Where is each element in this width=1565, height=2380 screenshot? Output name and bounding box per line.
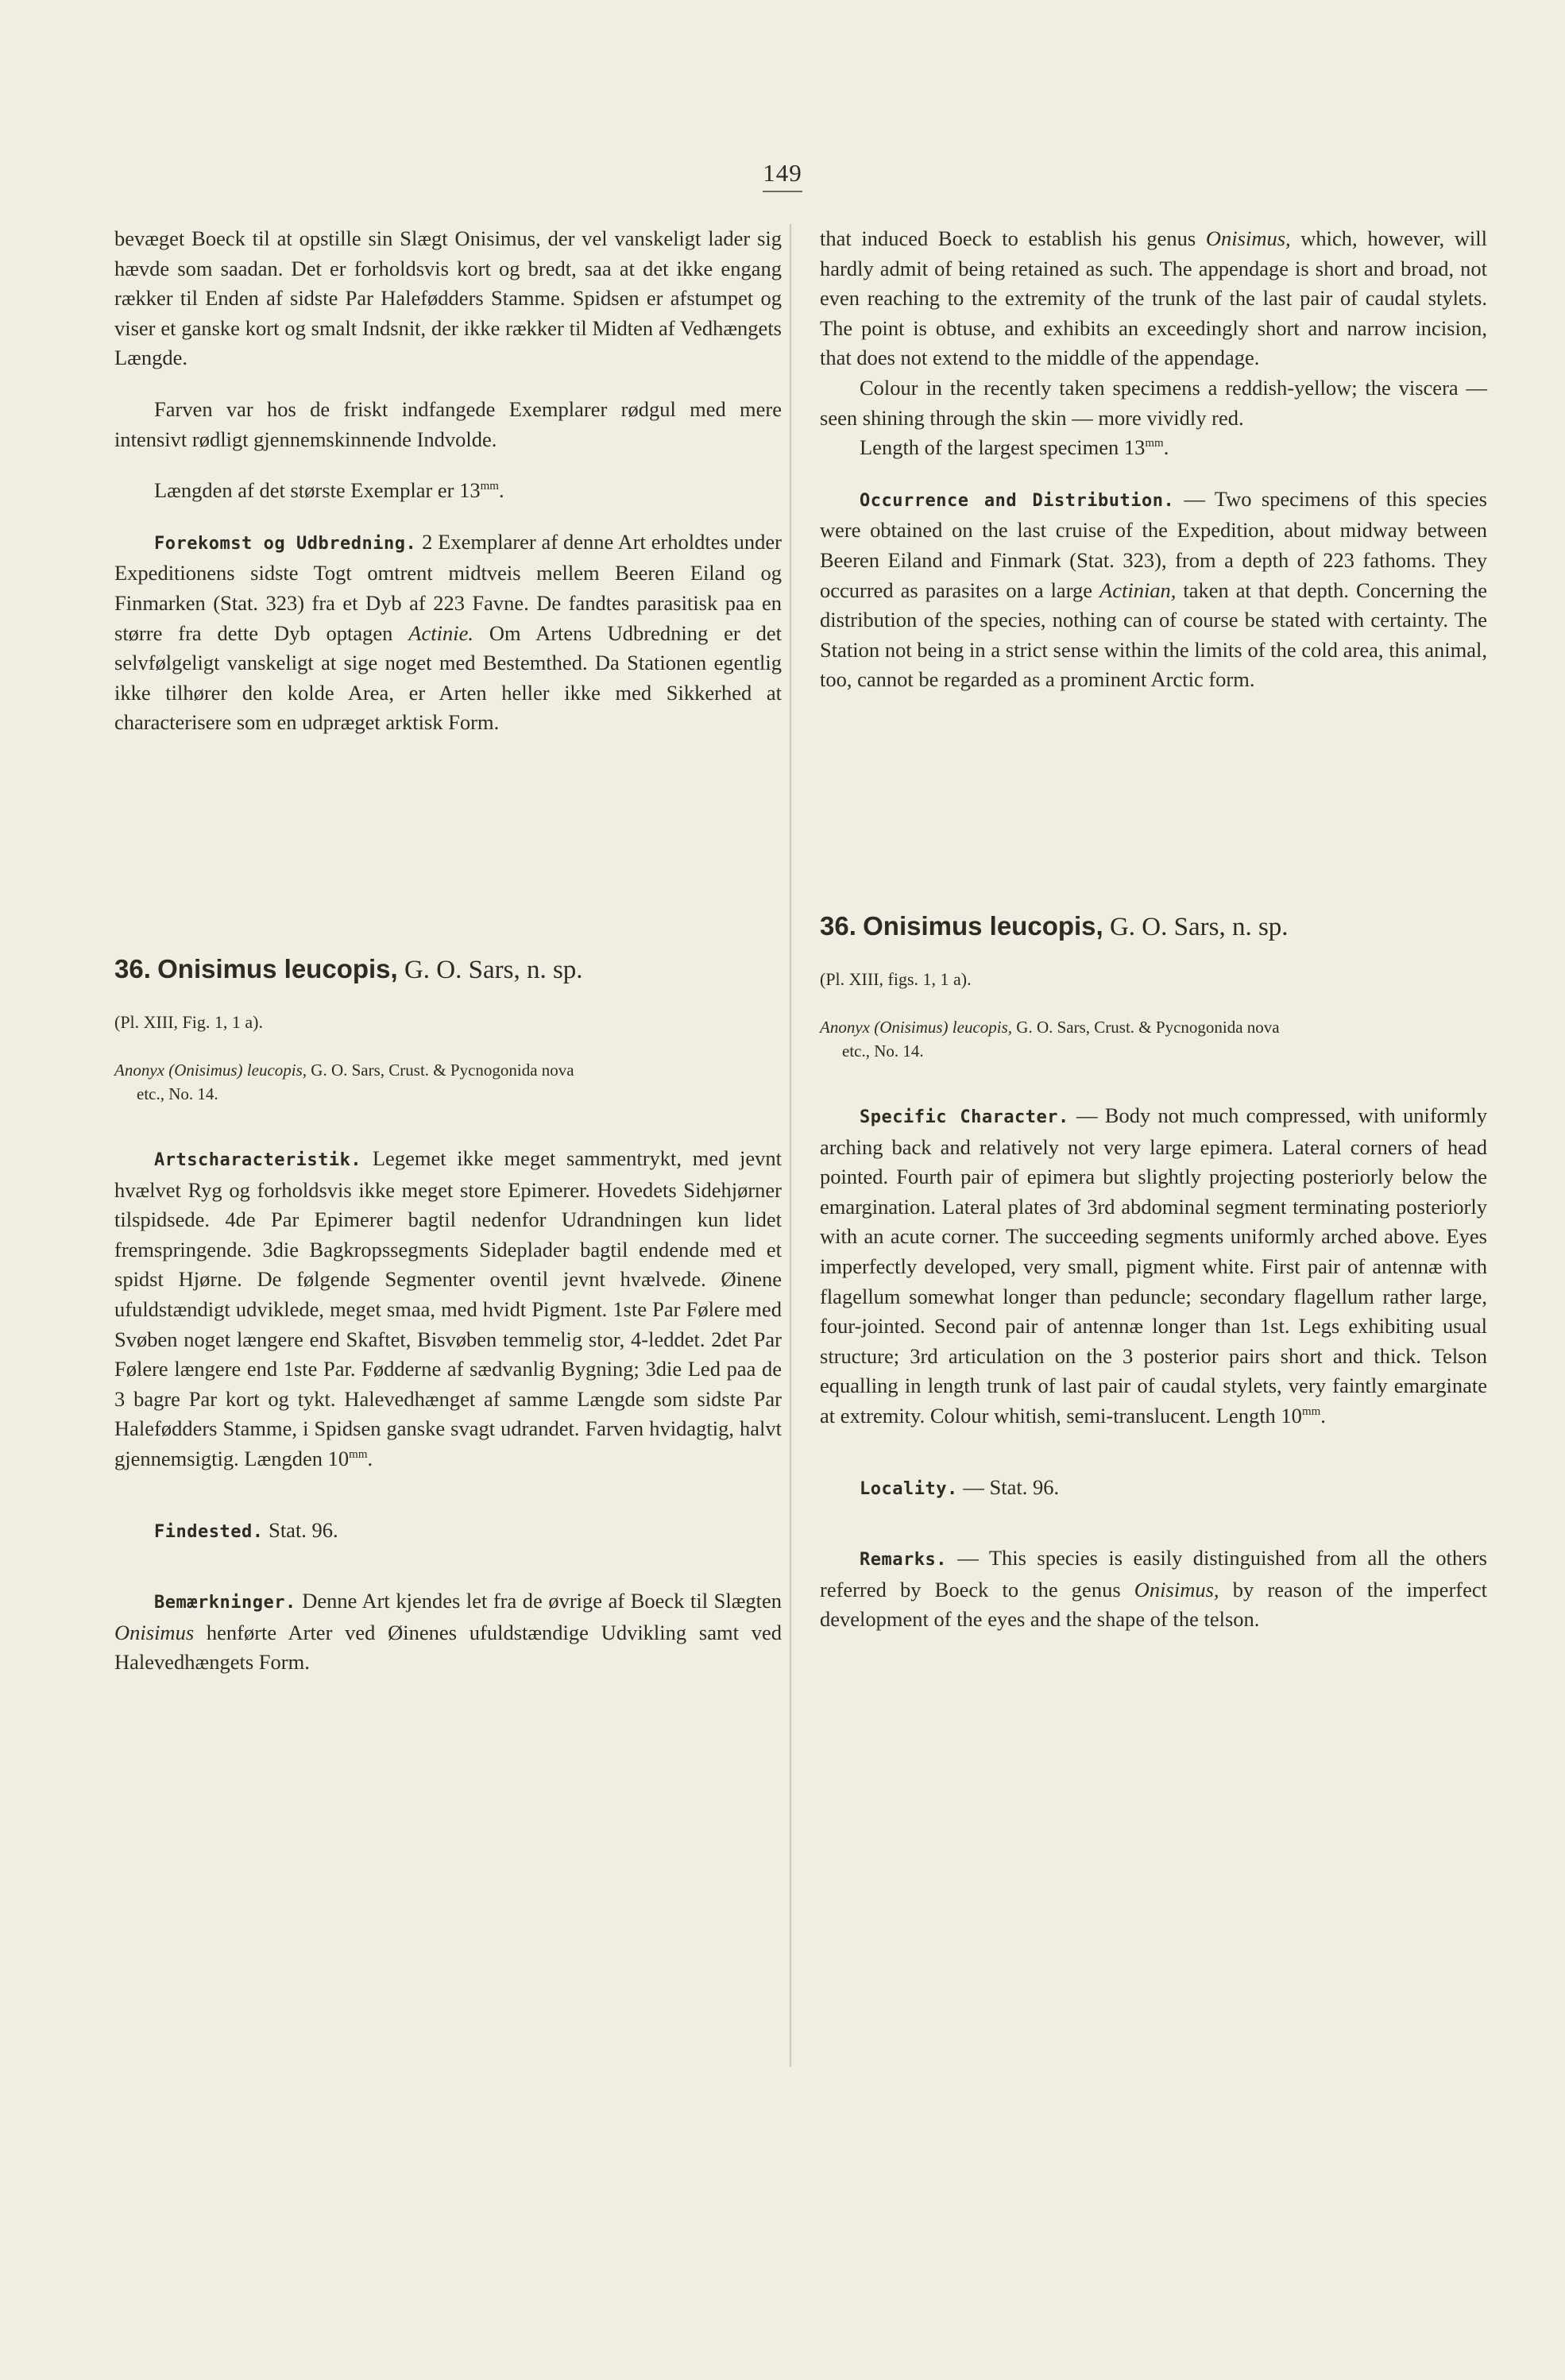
text: Stat. 96. xyxy=(263,1517,338,1542)
text: 2 Exemplarer af denne Art erholdtes under Expeditionens sidste Togt omtrent midtveis mellem Beeren Eiland og Finmarken (Stat. 323) fra et Dyb af 223 Favne. De fandtes parasitisk paa en større fra dette Dyb optagen xyxy=(114,529,782,645)
text: — Two specimens of this species were obtained on the last cruise of the Expedition, about midway between Beeren Eiland and Finmark (Stat. 323), from a depth of 223 fathoms. They occurred as parasites on a large xyxy=(820,486,1487,602)
text: Denne Art kjendes let fra de øvrige af Boeck til Slægten xyxy=(296,1589,782,1613)
section-lead: Findested. xyxy=(154,1521,264,1542)
section-lead: Artscharacteristik. xyxy=(154,1150,362,1171)
unit-superscript: mm xyxy=(1145,437,1164,450)
unit-superscript: mm xyxy=(480,480,499,493)
species-number: 36. xyxy=(114,953,151,983)
synonym-citation-cont: etc., No. 14. xyxy=(842,1041,924,1061)
english-column xyxy=(820,224,1487,1635)
paragraph-remarks xyxy=(114,1586,782,1678)
paragraph-locality xyxy=(820,1473,1487,1505)
text: that induced Boeck to establish his genus xyxy=(820,226,1206,250)
unit-superscript: mm xyxy=(349,1448,368,1462)
column-divider xyxy=(790,224,791,2067)
paragraph-appendage xyxy=(820,224,1487,373)
synonym-citation: G. O. Sars, Crust. & Pycnogonida nova xyxy=(307,1061,574,1080)
species-heading xyxy=(114,954,782,986)
italic-term: Onisimus xyxy=(114,1620,195,1644)
paragraph-remarks xyxy=(820,1544,1487,1635)
paragraph-occurrence xyxy=(114,527,782,738)
text: which, however, will hardly admit of being retained as such. The appendage is short and broad, not even reaching to the extremity of the trunk of the last pair of caudal stylets. The point is obtuse, and exhibits an exceedingly short and narrow incision, that does not extend to the middle of the appendage. xyxy=(820,226,1487,370)
text: Farven var hos de friskt indfangede Exemplarer rødgul med mere intensivt rødligt gjennemskinnende Indvolde. xyxy=(114,396,782,451)
paragraph-colour xyxy=(820,373,1487,433)
text: — Body not much compressed, with uniformly arching back and relatively not very large epimera. Lateral corners of head pointed. Fourth pair of epimera but slightly projecting posteriorly below the emargination. Lateral plates of 3rd abdominal segment terminating posteriorly with an acute corner. The succeeding segments uniformly arched above. Eyes imperfectly developed, very small, pigment white. First pair of antennæ with flagellum somewhat longer than peduncle; secondary flagellum rather large, four-jointed. Second pair of antennæ longer than 1st. Legs exhibiting usual structure; 3rd articulation on the 3 posterior pairs short and thick. Telson equalling in length trunk of last pair of caudal stylets, very faintly emarginate at extremity. Colour whitish, semi-translucent. Length 10 xyxy=(820,1103,1487,1428)
species-heading xyxy=(820,911,1487,943)
species-author: G. O. Sars, n. sp. xyxy=(1103,912,1289,941)
synonym-citation: G. O. Sars, Crust. & Pycnogonida nova xyxy=(1012,1018,1280,1037)
section-lead: Forekomst og Udbredning. xyxy=(154,533,417,554)
text: Længden af det største Exemplar er 13 xyxy=(154,478,481,503)
italic-term: Actinie. xyxy=(408,620,473,645)
italic-term: Actinian, xyxy=(1099,578,1177,602)
species-author: G. O. Sars, n. sp. xyxy=(397,955,583,984)
text: bevæget Boeck til at opstille sin Slægt Onisimus, der vel vanskeligt lader sig hævde som saadan. Det er forholdsvis kort og bredt, saa at det ikke engang rækker til Enden af sidste Par Halefødders Stamme. Spidsen er afstumpet og viser et ganske kort og smalt Indsnit, der ikke rækker til Midten af Vedhængets Længde. xyxy=(114,226,782,370)
synonymy xyxy=(114,1058,782,1106)
paragraph-occurrence xyxy=(820,485,1487,695)
page-number-rule xyxy=(763,191,802,192)
synonym-name: Anonyx (Onisimus) leucopis, xyxy=(820,1018,1013,1037)
synonym-name: Anonyx (Onisimus) leucopis, xyxy=(114,1061,307,1080)
text: Legemet ikke meget sammentrykt, med jevnt hvælvet Ryg og forholdsvis ikke meget store Epimerer. Hovedets Sidehjørner tilspidsede. 4de Par Epimerer bagtil nedenfor Udrandningen kun lidet fremspringende. 3die Bagkropssegments Sideplader bagtil endende med et spidst Hjørne. De følgende Segmenter oventil jevnt hvælvede. Øinene ufuldstændigt udviklede, meget smaa, med hvidt Pigment. 1ste Par Følere med Svøben noget længere end Skaftet, Bisvøben temmelig stor, 4-leddet. 2det Par Følere længere end 1ste Par. Fødderne af sædvanlig Bygning; 3die Led paa de 3 bagre Par kort og tykt. Halevedhænget af samme Længde som sidste Par Halefødders Stamme, i Spidsen ganske svagt udrandet. Farven hvidagtig, halvt gjennemsigtig. Længden 10 xyxy=(114,1146,782,1471)
unit-superscript: mm xyxy=(1301,1405,1321,1419)
plate-reference: (Pl. XIII, figs. 1, 1 a). xyxy=(820,968,972,989)
paragraph-length: Længden af det største Exemplar er $13^{mm}$. xyxy=(154,478,504,503)
text: Colour in the recently taken specimens a reddish-yellow; the viscera — seen shining through the skin — more vividly red. xyxy=(820,375,1487,430)
text: Om Artens Udbredning er det selvfølgeligt vanskeligt at sige noget med Bestemthed. Da Stationen egentlig ikke tilhører den kolde Area, er Arten heller ikke med Sikkerhed at characterisere som en udpræget arktisk Form. xyxy=(114,620,782,735)
text: — This species is easily distinguished from all the others referred by Boeck to the genus xyxy=(820,1546,1487,1601)
species-number: 36. xyxy=(820,910,856,941)
section-lead: Bemærkninger. xyxy=(154,1593,296,1613)
synonym-citation-cont: etc., No. 14. xyxy=(137,1084,218,1104)
paragraph-length: Length of the largest specimen $13^{mm}$. xyxy=(860,435,1169,460)
text: — Stat. 96. xyxy=(957,1474,1060,1499)
italic-term: Onisimus, xyxy=(1134,1577,1219,1601)
paragraph-locality xyxy=(114,1516,782,1547)
species-name: Onisimus leucopis, xyxy=(863,910,1103,941)
plate-reference: (Pl. XIII, Fig. 1, 1 a). xyxy=(114,1011,263,1032)
text: henførte Arter ved Øinenes ufuldstændige Udvikling samt ved Halevedhængets Form. xyxy=(114,1620,782,1675)
page-number: 149 xyxy=(763,159,802,187)
italic-term: Onisimus, xyxy=(1205,226,1291,250)
paragraph-character: Artscharacteristik. Legemet ikke meget sammentrykt, med jevnt hvælvet Ryg og forholdsvis ikke meget store Epimerer. Hovedets Sidehjørner tilspidsede. 4de Par Epimerer bagtil nedenfor Udrandningen kun lidet fremspringende. 3die Bagkropssegments Sideplader bagtil endende med et spidst Hjørne. De følgende Segmenter oventil jevnt hvælvede. Øinene ufuldstændigt udviklede, meget smaa, med hvidt Pigment. 1ste Par Følere med Svøben noget længere end Skaftet, Bisvøben temmelig stor, 4-leddet. 2det Par Følere længere end 1ste Par. Fødderne af sædvanlig Bygning; 3die Led paa de 3 bagre Par kort og tykt. Halevedhænget af samme Længde som sidste Par Halefødders Stamme, i Spidsen ganske svagt udrandet. Farven hvidagtig, halvt gjennemsigtig. Længden $10^{mm}$. xyxy=(114,1146,782,1471)
section-lead: Occurrence and Distribution. xyxy=(860,490,1175,511)
paragraph-character: Specific Character. — Body not much compressed, with uniformly arching back and relatively not very large epimera. Lateral corners of head pointed. Fourth pair of epimera but slightly projecting posteriorly below the emargination. Lateral plates of 3rd abdominal segment terminating posteriorly with an acute corner. The succeeding segments uniformly arched above. Eyes imperfectly developed, very small, pigment white. First pair of antennæ with flagellum somewhat longer than peduncle; secondary flagellum rather large, four-jointed. Second pair of antennæ longer than 1st. Legs exhibiting usual structure; 3rd articulation on the 3 posterior pairs short and thick. Telson equalling in length trunk of last pair of caudal stylets, very faintly emarginate at extremity. Colour whitish, semi-translucent. Length $10^{mm}$. xyxy=(820,1103,1487,1428)
species-name: Onisimus leucopis, xyxy=(157,953,398,983)
text: by reason of the imperfect development of the eyes and the shape of the telson. xyxy=(820,1577,1487,1632)
text: taken at that depth. Concerning the distribution of the species, nothing can of course be stated with certainty. The Station not being in a strict sense within the limits of the cold area, this animal, too, cannot be regarded as a prominent Arctic form. xyxy=(820,578,1487,692)
synonymy xyxy=(820,1015,1487,1063)
section-lead: Remarks. xyxy=(860,1550,947,1571)
section-lead: Specific Character. xyxy=(860,1107,1069,1128)
norwegian-column xyxy=(114,224,782,1678)
paragraph-appendage xyxy=(114,224,782,373)
paragraph-colour xyxy=(114,395,782,454)
section-lead: Locality. xyxy=(860,1478,958,1499)
text: Length of the largest specimen 13 xyxy=(860,435,1146,460)
